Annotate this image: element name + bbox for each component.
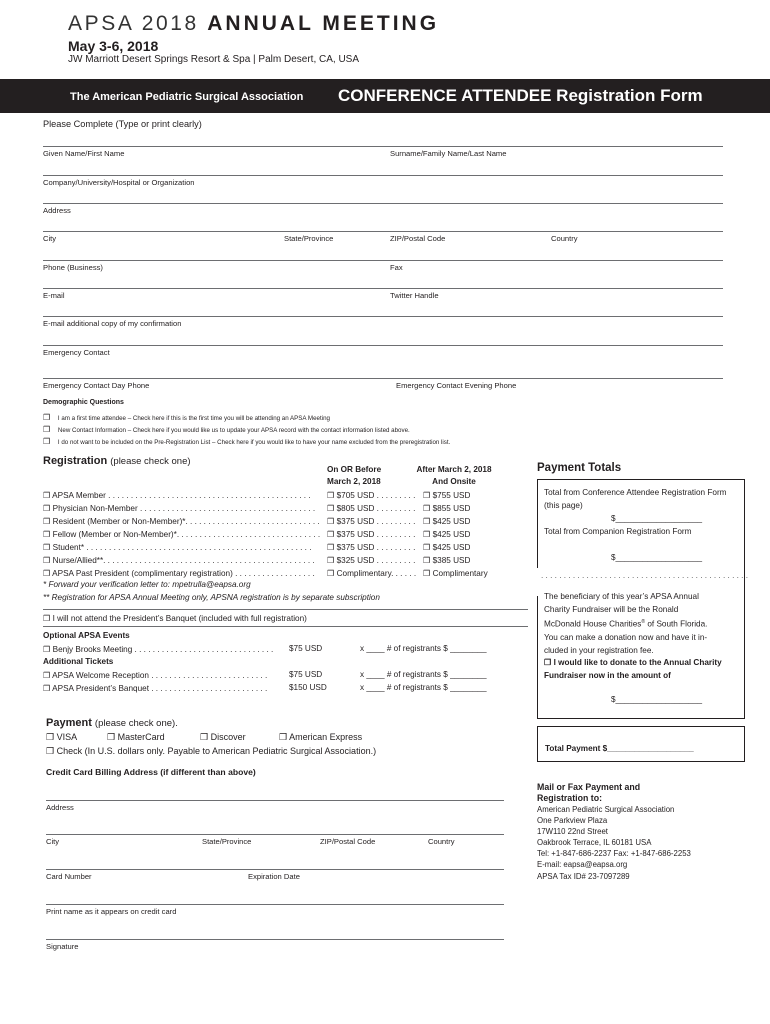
registration-row[interactable] xyxy=(43,502,320,515)
mail-line: E-mail: eapsa@eapsa.org xyxy=(537,860,628,870)
late-price-value: $425 USD xyxy=(432,530,471,539)
registration-row-label: Resident (Member or Non-Member)*. . . . . . . . . . . . . . . . . . . . . . . . . . . . . . xyxy=(52,517,320,526)
surname-label: Surname/Family Name/Last Name xyxy=(390,149,507,158)
banquet-optout-label: I will not attend the President’s Banquet (included with full registration) xyxy=(52,614,307,623)
form-title: CONFERENCE ATTENDEE Registration Form xyxy=(338,86,703,105)
early-column-header xyxy=(327,464,381,488)
billing-city-line[interactable] xyxy=(46,834,504,835)
additional-tickets-heading: Additional Tickets xyxy=(43,657,114,666)
late-price[interactable] xyxy=(423,567,488,580)
email-label: E-mail xyxy=(43,291,65,300)
registration-row-label: APSA Past President (complimentary registration) . . . . . . . . . . . . . . . . . . xyxy=(52,569,315,578)
early-price[interactable] xyxy=(327,541,416,554)
early-price[interactable] xyxy=(327,515,416,528)
charity-line: The beneficiary of this year’s APSA Annual xyxy=(544,592,699,601)
given-name-label: Given Name/First Name xyxy=(43,149,125,158)
checkbox-icon[interactable]: ❒ xyxy=(327,517,335,526)
title-band xyxy=(0,79,770,113)
meeting-title xyxy=(68,12,439,36)
mail-line: Oakbrook Terrace, IL 60181 USA xyxy=(537,838,652,848)
checkbox-icon[interactable]: ❒ xyxy=(43,671,51,680)
mail-line: APSA Tax ID# 23-7097289 xyxy=(537,871,630,881)
late-price-value: $425 USD xyxy=(432,517,471,526)
checkbox-icon[interactable]: ❒ xyxy=(46,732,55,742)
company-line[interactable] xyxy=(43,175,723,176)
late-price-value: $755 USD xyxy=(432,491,471,500)
late-price[interactable] xyxy=(423,554,488,567)
registration-row[interactable] xyxy=(43,567,320,580)
early-header-line1: On OR Before xyxy=(327,465,382,474)
billing-address-line[interactable] xyxy=(46,800,504,801)
billing-city-label: City xyxy=(46,837,60,846)
phone-business-label: Phone (Business) xyxy=(43,263,103,272)
meeting-date: May 3-6, 2018 xyxy=(68,38,159,54)
late-price[interactable] xyxy=(423,528,488,541)
payment-visa[interactable] xyxy=(46,732,77,743)
apsna-note: ** Registration for APSA Annual Meeting only, APSNA registration is by separate subscription xyxy=(43,593,380,602)
payment-discover-label: Discover xyxy=(210,732,246,742)
checkbox-icon[interactable]: ❒ xyxy=(423,569,431,578)
dotted-separator: . . . . . . . . . . . . . . . . . . . . . . . . . . . . . . . . . . . . . . . . . . . . . . xyxy=(541,571,749,580)
meeting-title-light: APSA 2018 xyxy=(68,12,199,35)
checkbox-icon[interactable]: ❒ xyxy=(327,543,335,552)
company-label: Company/University/Hospital or Organization xyxy=(43,178,195,187)
registration-row-label: Physician Non-Member . . . . . . . . . . . . . . . . . . . . . . . . . . . . . . . . . . . . . . . xyxy=(52,504,316,513)
early-price-value: $375 USD . . . . . . . . . xyxy=(336,530,416,539)
registration-row[interactable] xyxy=(43,515,320,528)
city-line[interactable] xyxy=(43,231,723,232)
divider xyxy=(43,609,528,610)
payment-heading-text: Payment xyxy=(46,717,92,729)
mail-heading-line: Mail or Fax Payment and xyxy=(537,782,641,792)
early-price-value: $375 USD . . . . . . . . . xyxy=(336,543,416,552)
payment-mastercard-label: MasterCard xyxy=(117,732,165,742)
registration-list xyxy=(43,489,320,580)
benjy-brooks-label: Benjy Brooks Meeting . . . . . . . . . . . . . . . . . . . . . . . . . . . . . . . xyxy=(52,645,274,654)
optional-events-heading: Optional APSA Events xyxy=(43,631,130,640)
early-header-line2: March 2, 2018 xyxy=(327,477,381,486)
billing-state-label: State/Province xyxy=(202,837,252,846)
checkbox-icon[interactable]: ❒ xyxy=(423,491,431,500)
checkbox-icon[interactable]: ❒ xyxy=(327,556,335,565)
presidents-banquet-price: $150 USD xyxy=(289,683,327,692)
divider xyxy=(43,626,528,627)
checkbox-icon[interactable]: ❒ xyxy=(46,746,55,756)
donate-option[interactable] xyxy=(544,656,722,682)
late-price-value: $385 USD xyxy=(432,556,471,565)
welcome-reception-label: APSA Welcome Reception . . . . . . . . . . . . . . . . . . . . . . . . . . xyxy=(52,671,268,680)
checkbox-icon[interactable]: ❒ xyxy=(107,732,116,742)
emergency-day-label: Emergency Contact Day Phone xyxy=(43,381,150,390)
payment-totals-heading: Payment Totals xyxy=(537,462,622,474)
org-name: The American Pediatric Surgical Association xyxy=(70,91,304,103)
given-name-line[interactable] xyxy=(43,146,723,147)
charity-line: McDonald House Charities® of South Florida. xyxy=(544,619,708,630)
checkbox-icon[interactable]: ❒ xyxy=(43,614,51,623)
checkbox-icon[interactable]: ❒ xyxy=(279,732,288,742)
early-price[interactable] xyxy=(327,554,416,567)
registration-heading xyxy=(43,455,191,467)
checkbox-icon[interactable]: ❒ xyxy=(43,530,51,539)
state-label: State/Province xyxy=(284,234,334,243)
checkbox-icon[interactable]: ❒ xyxy=(200,732,209,742)
meeting-venue: JW Marriott Desert Springs Resort & Spa | Palm Desert, CA, USA xyxy=(68,54,360,65)
welcome-reception-price: $75 USD xyxy=(289,670,323,679)
demographic-item-label: New Contact Information – Check here if you would like us to update your APSA record with the contact information listed above. xyxy=(57,427,410,434)
demographic-item[interactable] xyxy=(43,413,330,422)
late-price[interactable] xyxy=(423,515,488,528)
checkbox-icon[interactable]: ❒ xyxy=(43,645,51,654)
registration-row-label: Nurse/Allied**. . . . . . . . . . . . . . . . . . . . . . . . . . . . . . . . . . . . . . . . . . . . . . . xyxy=(52,556,315,565)
checkbox-icon[interactable]: ❒ xyxy=(43,684,51,693)
presidents-banquet-row[interactable] xyxy=(43,683,267,693)
this-page-label: (this page) xyxy=(544,501,583,510)
checkbox-icon[interactable]: ❒ xyxy=(423,543,431,552)
intro-text: Please Complete (Type or print clearly) xyxy=(43,119,202,129)
mail-line: One Parkview Plaza xyxy=(537,816,608,826)
registration-row[interactable] xyxy=(43,541,320,554)
late-price-value: Complimentary xyxy=(432,569,488,578)
late-price-value: $855 USD xyxy=(432,504,471,513)
twitter-label: Twitter Handle xyxy=(390,291,439,300)
demographic-item-label: I am a first time attendee – Check here if this is the first time you will be attending an APSA Meeting xyxy=(57,415,330,422)
payment-discover[interactable] xyxy=(200,732,246,743)
checkbox-icon[interactable]: ❒ xyxy=(43,504,51,513)
banquet-optout[interactable] xyxy=(43,613,307,623)
checkbox-icon[interactable]: ❒ xyxy=(423,504,431,513)
registration-row-label: APSA Member . . . . . . . . . . . . . . . . . . . . . . . . . . . . . . . . . . . . . . . . . . . . . xyxy=(52,491,311,500)
donate-line: I would like to donate to the Annual Charity xyxy=(553,658,722,667)
late-header-line2: And Onsite xyxy=(432,477,476,486)
early-price[interactable] xyxy=(327,528,416,541)
checkbox-icon[interactable]: ❒ xyxy=(43,425,51,434)
demographic-item-label: I do not want to be included on the Pre-Registration List – Check here if you would like to have your name excluded from the preregistration list. xyxy=(57,439,451,446)
mail-line: 17W110 22nd Street xyxy=(537,827,608,837)
registration-row[interactable] xyxy=(43,554,320,567)
payment-visa-label: VISA xyxy=(56,732,78,742)
registration-row-label: Fellow (Member or Non-Member)*. . . . . . . . . . . . . . . . . . . . . . . . . . . . . . . . xyxy=(52,530,321,539)
checkbox-icon[interactable]: ❒ xyxy=(423,556,431,565)
charity-text xyxy=(544,591,707,657)
mail-heading-line: Registration to: xyxy=(537,793,602,803)
companion-total-label: Total from Companion Registration Form xyxy=(544,527,692,536)
verification-note: * Forward your verification letter to: mpetrulla@eapsa.org xyxy=(43,580,251,589)
email-line[interactable] xyxy=(43,288,723,289)
checkbox-icon[interactable]: ❒ xyxy=(43,556,51,565)
registration-row[interactable] xyxy=(43,489,320,502)
checkbox-icon[interactable]: ❒ xyxy=(327,569,335,578)
checkbox-icon[interactable]: ❒ xyxy=(327,530,335,539)
welcome-reception-row[interactable] xyxy=(43,670,267,680)
early-price[interactable] xyxy=(327,502,416,515)
late-column-header xyxy=(408,464,500,488)
attendee-total-blank[interactable]: $___________________ xyxy=(611,514,703,523)
billing-zip-label: ZIP/Postal Code xyxy=(320,837,376,846)
zip-label: ZIP/Postal Code xyxy=(390,234,446,243)
checkbox-icon[interactable]: ❒ xyxy=(327,491,335,500)
early-price-column xyxy=(327,489,416,580)
late-price[interactable] xyxy=(423,541,488,554)
checkbox-icon[interactable]: ❒ xyxy=(43,543,51,552)
print-name-line[interactable] xyxy=(46,904,504,905)
emergency-phone-line[interactable] xyxy=(43,378,723,379)
email-copy-label: E-mail additional copy of my confirmation xyxy=(43,319,182,328)
checkbox-icon[interactable]: ❒ xyxy=(327,504,335,513)
late-price-value: $425 USD xyxy=(432,543,471,552)
late-header-line1: After March 2, 2018 xyxy=(416,465,492,474)
charity-line: cluded in your registration fee. xyxy=(544,645,654,655)
address-label: Address xyxy=(43,206,71,215)
total-payment-label[interactable]: Total Payment $___________________ xyxy=(545,744,694,753)
benjy-brooks-row[interactable] xyxy=(43,644,273,654)
checkbox-icon[interactable]: ❒ xyxy=(423,517,431,526)
checkbox-icon[interactable]: ❒ xyxy=(43,491,51,500)
demographic-item[interactable] xyxy=(43,437,450,446)
payment-heading xyxy=(46,717,178,729)
early-price-value: $705 USD . . . . . . . . . xyxy=(336,491,416,500)
checkbox-icon[interactable]: ❒ xyxy=(43,517,51,526)
early-price-value: $805 USD . . . . . . . . . xyxy=(336,504,416,513)
checkbox-icon[interactable]: ❒ xyxy=(423,530,431,539)
presidents-banquet-calc[interactable]: x ____ # of registrants $ ________ xyxy=(360,683,487,692)
print-name-label: Print name as it appears on credit card xyxy=(46,907,177,916)
charity-line: Charity Fundraiser will be the Ronald xyxy=(544,604,679,614)
billing-heading: Credit Card Billing Address (if different than above) xyxy=(46,767,256,777)
phone-line[interactable] xyxy=(43,260,723,261)
registration-heading-text: Registration xyxy=(43,455,108,467)
early-price-value: Complimentary. . . . . . xyxy=(336,569,417,578)
address-line[interactable] xyxy=(43,203,723,204)
mail-line: American Pediatric Surgical Association xyxy=(537,805,675,814)
early-price[interactable] xyxy=(327,567,416,580)
payment-amex-label: American Express xyxy=(289,732,363,742)
fax-label: Fax xyxy=(390,263,403,272)
demographic-heading: Demographic Questions xyxy=(43,399,124,406)
emergency-evening-label: Emergency Contact Evening Phone xyxy=(396,381,517,390)
donation-blank[interactable]: $___________________ xyxy=(611,695,703,704)
signature-line[interactable] xyxy=(46,939,504,940)
late-price[interactable] xyxy=(423,502,488,515)
city-label: City xyxy=(43,234,57,243)
mail-heading xyxy=(537,782,640,804)
payment-heading-note: (please check one). xyxy=(94,718,178,729)
checkbox-icon[interactable]: ❒ xyxy=(43,413,51,422)
registration-row-label: Student* . . . . . . . . . . . . . . . . . . . . . . . . . . . . . . . . . . . . . . . . . . . . . . . . . . xyxy=(52,543,312,552)
card-number-label: Card Number xyxy=(46,872,92,881)
late-price[interactable] xyxy=(423,489,488,502)
country-label: Country xyxy=(551,234,578,243)
payment-amex[interactable] xyxy=(279,732,362,743)
benjy-brooks-calc[interactable]: x ____ # of registrants $ ________ xyxy=(360,644,487,653)
presidents-banquet-label: APSA President’s Banquet . . . . . . . . . . . . . . . . . . . . . . . . . . xyxy=(52,684,268,693)
checkbox-icon[interactable]: ❒ xyxy=(43,437,51,446)
late-price-column xyxy=(423,489,488,580)
early-price-value: $325 USD . . . . . . . . . xyxy=(336,556,416,565)
mail-line: Tel: +1-847-686-2237 Fax: +1-847-686-2253 xyxy=(537,849,691,859)
checkbox-icon[interactable]: ❒ xyxy=(544,658,552,667)
welcome-reception-calc[interactable]: x ____ # of registrants $ ________ xyxy=(360,670,487,679)
email-copy-line[interactable] xyxy=(43,316,723,317)
emergency-contact-line[interactable] xyxy=(43,345,723,346)
registration-heading-note: (please check one) xyxy=(110,456,191,467)
mail-address xyxy=(537,804,691,882)
checkbox-icon[interactable]: ❒ xyxy=(43,569,51,578)
emergency-contact-label: Emergency Contact xyxy=(43,348,110,357)
charity-line: You can make a donation now and have it in- xyxy=(544,632,708,642)
meeting-title-bold: ANNUAL MEETING xyxy=(207,12,440,35)
donate-line: Fundraiser now in the amount of xyxy=(544,671,671,680)
billing-country-label: Country xyxy=(428,837,455,846)
payment-check-label: Check (In U.S. dollars only. Payable to American Pediatric Surgical Association.) xyxy=(56,746,377,756)
billing-address-label: Address xyxy=(46,803,74,812)
signature-label: Signature xyxy=(46,942,79,951)
payment-mastercard[interactable] xyxy=(107,732,165,743)
benjy-brooks-price: $75 USD xyxy=(289,644,323,653)
expiration-label: Expiration Date xyxy=(248,872,300,881)
early-price-value: $375 USD . . . . . . . . . xyxy=(336,517,416,526)
registration-row[interactable] xyxy=(43,528,320,541)
card-number-line[interactable] xyxy=(46,869,504,870)
early-price[interactable] xyxy=(327,489,416,502)
demographic-item[interactable] xyxy=(43,425,410,434)
companion-total-blank[interactable]: $___________________ xyxy=(611,553,703,562)
payment-check[interactable] xyxy=(46,746,376,757)
attendee-total-label: Total from Conference Attendee Registration Form xyxy=(544,488,727,497)
